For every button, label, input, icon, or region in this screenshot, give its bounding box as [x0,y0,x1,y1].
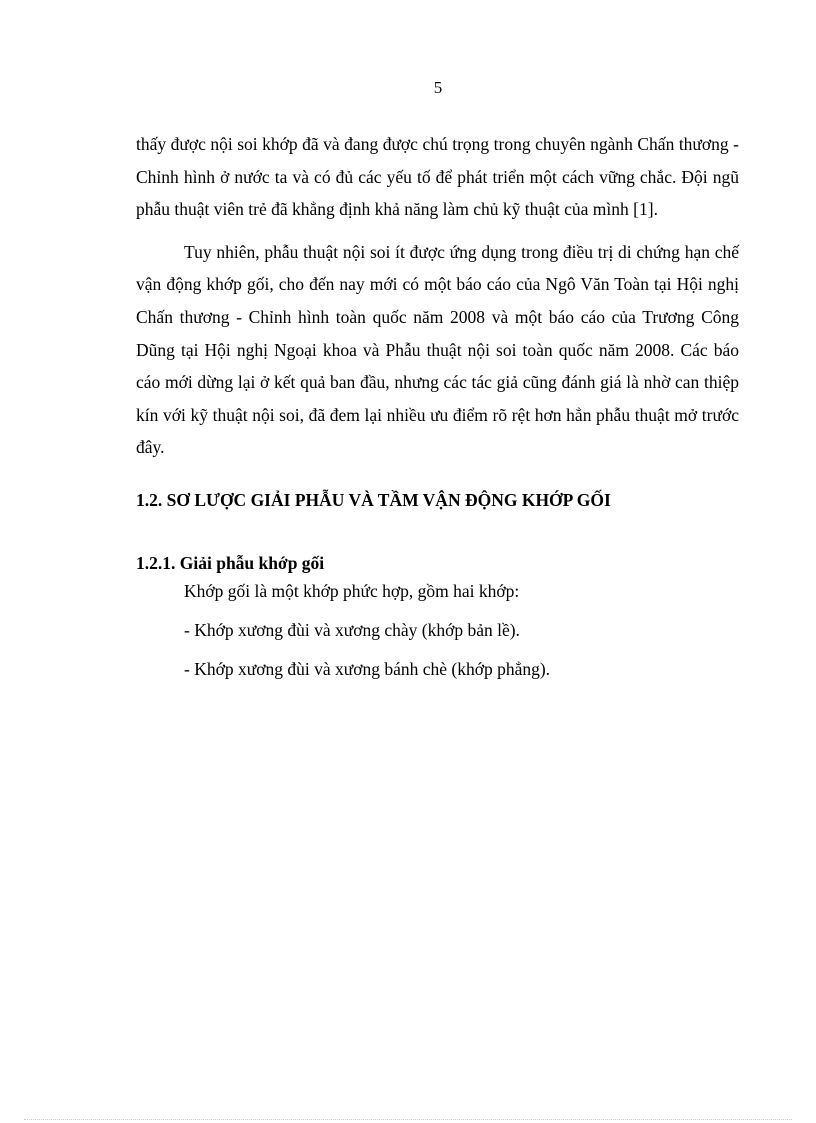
body-paragraph-1: thấy được nội soi khớp đã và đang được chú trọng trong chuyên ngành Chấn thương - Chỉnh hình ở nước ta và có đủ các yếu tố để phát triển một cách vững chắc. Đội ngũ phẫu thuật viên trẻ đã khẳng định khả năng làm chủ kỹ thuật của mình [1]. [136,134,739,220]
subsection-intro-line: Khớp gối là một khớp phức hợp, gồm hai khớp: [184,580,520,601]
subsection-heading: 1.2.1. Giải phẫu khớp gối [136,552,325,573]
page-number: 5 [433,78,443,97]
section-heading: 1.2. SƠ LƯỢC GIẢI PHẪU VÀ TẦM VẬN ĐỘNG KHỚP GỐI [136,489,611,510]
list-item-1: - Khớp xương đùi và xương chày (khớp bản lề). [184,619,520,640]
list-item-2: - Khớp xương đùi và xương bánh chè (khớp phẳng). [184,658,551,679]
page-bottom-divider [24,1119,792,1120]
page-content [136,128,739,695]
body-paragraph-2: Tuy nhiên, phẫu thuật nội soi ít được ứng dụng trong điều trị di chứng hạn chế vận động khớp gối, cho đến nay mới có một báo cáo của Ngô Văn Toàn tại Hội nghị Chấn thương - Chỉnh hình toàn quốc năm 2008 và một báo cáo của Trương Công Dũng tại Hội nghị Ngoại khoa và Phẫu thuật nội soi toàn quốc năm 2008. Các báo cáo mới dừng lại ở kết quả ban đầu, nhưng các tác giả cũng đánh giá là nhờ can thiệp kín với kỹ thuật nội soi, đã đem lại nhiều ưu điểm rõ rệt hơn hẳn phẫu thuật mở trước đây. [136,241,739,458]
